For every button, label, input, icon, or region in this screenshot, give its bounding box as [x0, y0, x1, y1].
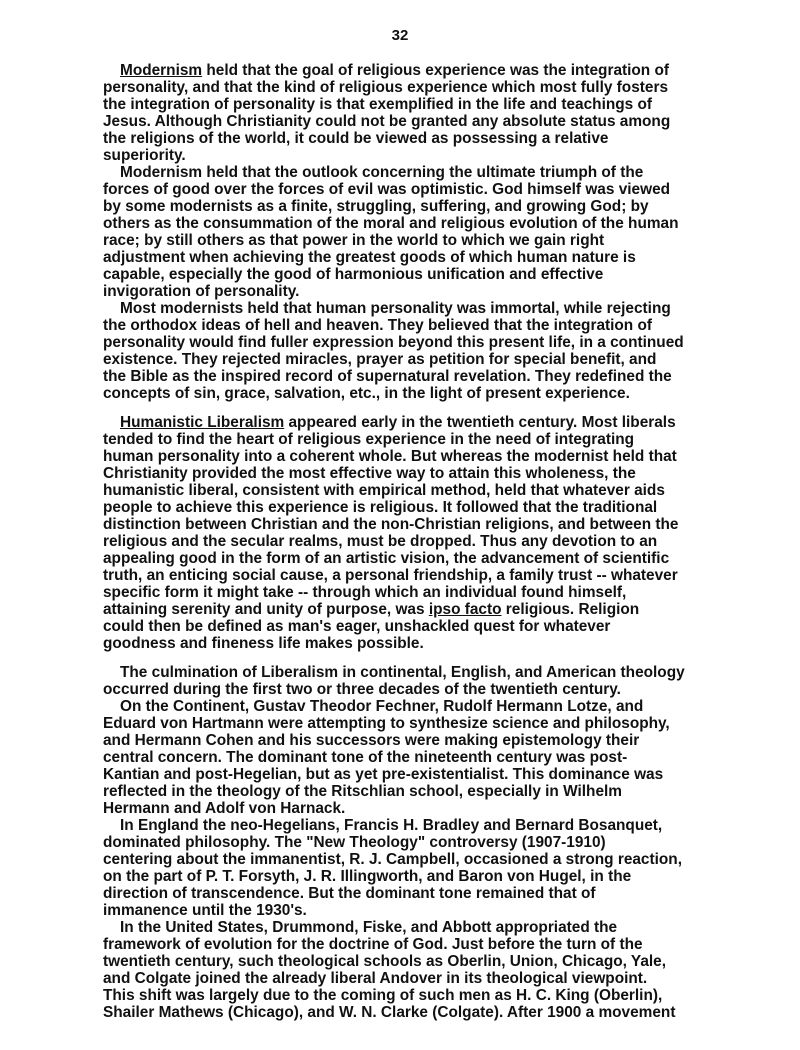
text-segment: Shailer Mathews (Chicago), and W. N. Clarke (Colgate). After 1900 a movement	[103, 1004, 676, 1021]
text-line	[103, 215, 679, 232]
text-line	[103, 953, 666, 970]
text-line	[103, 902, 307, 919]
text-line	[103, 715, 670, 732]
text-segment: others as the consummation of the moral and religious evolution of the human	[103, 215, 679, 232]
text-line	[103, 584, 626, 601]
text-segment: truth, an enticing social cause, a personal friendship, a family trust -- whatever	[103, 567, 678, 584]
text-line	[103, 936, 643, 953]
text-line	[103, 351, 656, 368]
text-line	[120, 698, 643, 715]
text-segment: The culmination of Liberalism in continental, English, and American theology	[120, 664, 685, 681]
text-line	[103, 385, 630, 402]
underlined-term: Humanistic Liberalism	[120, 414, 285, 431]
text-line	[103, 499, 657, 516]
text-segment: appeared early in the twentieth century. Most liberals	[284, 414, 676, 431]
text-segment: on the part of P. T. Forsyth, J. R. Illingworth, and Baron von Hugel, in the	[103, 868, 632, 885]
text-segment: existence. They rejected miracles, prayer as petition for special benefit, and	[103, 351, 657, 368]
text-line	[103, 431, 634, 448]
text-segment: held that the goal of religious experience was the integration of	[202, 62, 670, 79]
text-line	[103, 601, 639, 618]
text-line	[103, 749, 627, 766]
text-segment: religious. Religion	[501, 601, 640, 618]
text-line	[103, 783, 622, 800]
text-segment: reflected in the theology of the Ritschlian school, especially in Wilhelm	[103, 783, 622, 800]
text-line	[103, 79, 668, 96]
text-line	[103, 96, 652, 113]
text-line	[103, 868, 631, 885]
text-line	[120, 300, 671, 317]
text-line	[103, 334, 684, 351]
text-line	[103, 766, 663, 783]
underlined-term: ipso facto	[428, 601, 502, 618]
text-segment: by some modernists as a finite, struggling, suffering, and growing God; by	[103, 198, 649, 215]
text-segment: religious and the secular realms, must be dropped. Thus any devotion to an	[103, 533, 658, 550]
text-segment: the religions of the world, it could be viewed as possessing a relative	[103, 130, 609, 147]
text-line	[120, 62, 669, 79]
text-segment: Christianity provided the most effective way to attain this wholeness, the	[103, 465, 636, 482]
text-line	[120, 164, 643, 181]
text-segment: concepts of sin, grace, salvation, etc., in the light of present experience.	[103, 385, 630, 402]
text-line	[103, 851, 682, 868]
text-line	[103, 970, 647, 987]
text-line	[120, 414, 676, 431]
text-line	[103, 732, 639, 749]
text-segment: the Bible as the inspired record of supernatural revelation. They redefined the	[103, 368, 672, 385]
text-line	[103, 368, 672, 385]
text-segment: tended to find the heart of religious experience in the need of integrating	[103, 431, 635, 448]
text-line	[103, 533, 657, 550]
text-segment: the orthodox ideas of hell and heaven. They believed that the integration of	[103, 317, 653, 334]
text-segment: occurred during the first two or three decades of the twentieth century.	[103, 681, 621, 698]
text-segment: In England the neo-Hegelians, Francis H. Bradley and Bernard Bosanquet,	[120, 817, 663, 834]
text-line	[103, 885, 596, 902]
text-segment: central concern. The dominant tone of the nineteenth century was post-	[103, 749, 628, 766]
text-segment: specific form it might take -- through which an individual found himself,	[103, 584, 627, 601]
text-line	[103, 567, 678, 584]
text-line	[103, 465, 636, 482]
text-line	[103, 800, 345, 817]
text-line	[103, 834, 606, 851]
text-segment: adjustment when achieving the greatest goods of which human nature is	[103, 249, 636, 266]
text-segment: attaining serenity and unity of purpose, was	[103, 601, 429, 618]
text-segment: Most modernists held that human personality was immortal, while rejecting	[120, 300, 671, 317]
text-segment: Kantian and post-Hegelian, but as yet pre-existentialist. This dominance was	[103, 766, 664, 783]
text-segment: direction of transcendence. But the dominant tone remained that of	[103, 885, 596, 902]
text-segment: personality would find fuller expression beyond this present life, in a continued	[103, 334, 684, 351]
text-line	[103, 266, 603, 283]
text-segment: could then be defined as man's eager, unshackled quest for whatever	[103, 618, 611, 635]
text-segment: dominated philosophy. The "New Theology" controversy (1907-1910)	[103, 834, 606, 851]
text-segment: the integration of personality is that exemplified in the life and teachings of	[103, 96, 653, 113]
text-segment: personality, and that the kind of religious experience which most fully fosters	[103, 79, 669, 96]
text-line	[103, 147, 186, 164]
text-line	[103, 249, 636, 266]
text-segment: immanence until the 1930's.	[103, 902, 307, 919]
text-segment: people to achieve this experience is religious. It followed that the traditional	[103, 499, 658, 516]
text-line	[103, 482, 665, 499]
text-segment: Hermann and Adolf von Harnack.	[103, 800, 346, 817]
text-segment: and Hermann Cohen and his successors were making epistemology their	[103, 732, 640, 749]
text-line	[103, 635, 424, 652]
page-number: 32	[391, 27, 409, 44]
text-line	[103, 130, 608, 147]
text-segment: forces of good over the forces of evil was optimistic. God himself was viewed	[103, 181, 671, 198]
text-line	[103, 317, 652, 334]
text-segment: Eduard von Hartmann were attempting to synthesize science and philosophy,	[103, 715, 670, 732]
text-line	[103, 283, 299, 300]
text-line	[103, 448, 677, 465]
text-line	[103, 232, 604, 249]
text-line	[103, 113, 670, 130]
text-segment: capable, especially the good of harmonious unification and effective	[103, 266, 604, 283]
text-line	[103, 987, 662, 1004]
text-segment: centering about the immanentist, R. J. Campbell, occasioned a strong reaction,	[103, 851, 682, 868]
text-segment: human personality into a coherent whole. But whereas the modernist held that	[103, 448, 677, 465]
text-line	[103, 1004, 675, 1021]
text-line	[120, 919, 617, 936]
text-segment: distinction between Christian and the non-Christian religions, and between the	[103, 516, 679, 533]
text-segment: appealing good in the form of an artistic vision, the advancement of scientific	[103, 550, 670, 567]
text-line	[103, 516, 679, 533]
text-line	[103, 550, 669, 567]
text-line	[103, 681, 621, 698]
text-segment: twentieth century, such theological schools as Oberlin, Union, Chicago, Yale,	[103, 953, 667, 970]
text-segment: invigoration of personality.	[103, 283, 300, 300]
text-line	[120, 664, 685, 681]
text-segment: and Colgate joined the already liberal Andover in its theological viewpoint.	[103, 970, 648, 987]
text-segment: humanistic liberal, consistent with empirical method, held that whatever aids	[103, 482, 665, 499]
text-segment: Jesus. Although Christianity could not be granted any absolute status among	[103, 113, 671, 130]
text-segment: goodness and fineness life makes possible.	[103, 635, 424, 652]
text-segment: Modernism held that the outlook concerning the ultimate triumph of the	[120, 164, 644, 181]
text-segment: This shift was largely due to the coming of such men as H. C. King (Oberlin),	[103, 987, 663, 1004]
text-segment: superiority.	[103, 147, 186, 164]
text-line	[103, 181, 670, 198]
text-segment: On the Continent, Gustav Theodor Fechner, Rudolf Hermann Lotze, and	[120, 698, 644, 715]
underlined-term: Modernism	[120, 62, 203, 79]
text-segment: In the United States, Drummond, Fiske, and Abbott appropriated the	[120, 919, 618, 936]
text-segment: race; by still others as that power in the world to which we gain right	[103, 232, 605, 249]
text-line	[103, 198, 649, 215]
text-segment: framework of evolution for the doctrine of God. Just before the turn of the	[103, 936, 643, 953]
text-line	[103, 618, 610, 635]
text-line	[120, 817, 662, 834]
